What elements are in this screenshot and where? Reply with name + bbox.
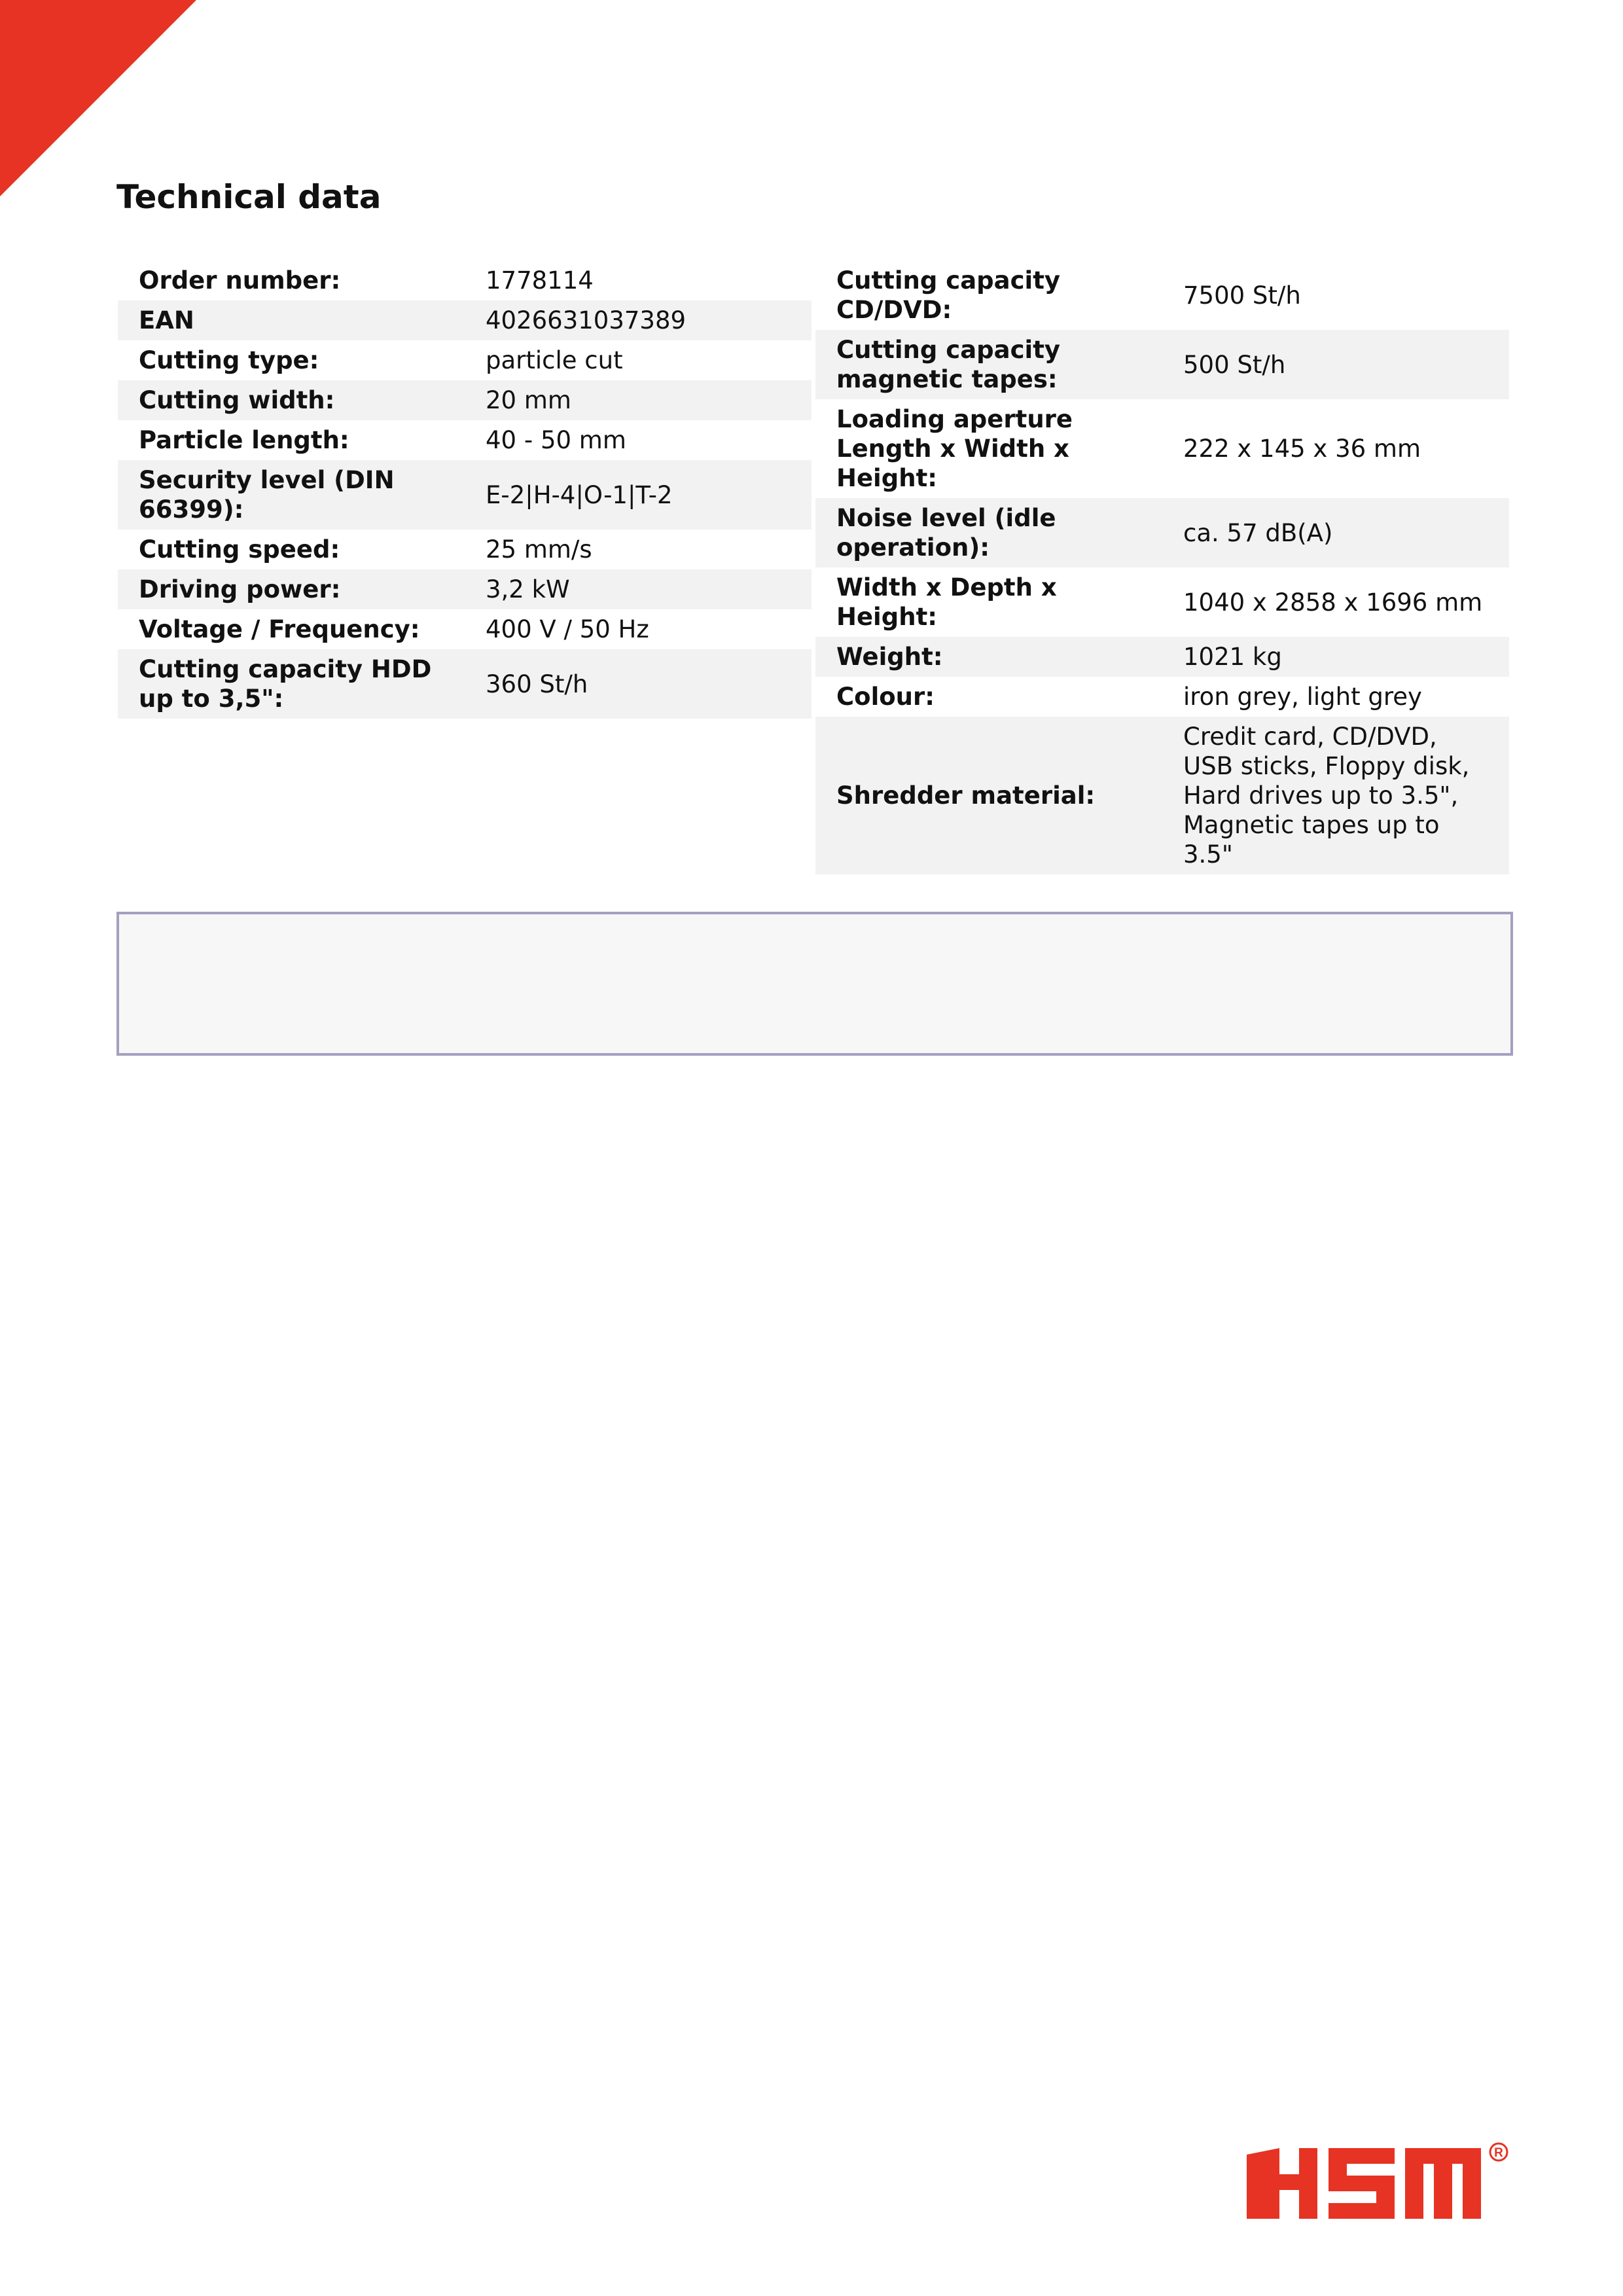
spec-label: Particle length: <box>139 426 349 454</box>
spec-row <box>118 340 812 380</box>
spec-table-right <box>815 260 1509 874</box>
hsm-logo <box>1240 2134 1515 2232</box>
spec-label: Security level (DIN 66399): <box>118 460 465 529</box>
spec-row <box>118 420 812 460</box>
spec-value: 7500 St/h <box>1183 281 1301 310</box>
spec-value: 222 x 145 x 36 mm <box>1183 435 1421 463</box>
spec-row <box>815 637 1509 677</box>
spec-value: 25 mm/s <box>486 535 592 564</box>
spec-row <box>815 330 1509 399</box>
spec-value: 1778114 <box>486 266 594 295</box>
spec-label: Weight: <box>815 637 1162 677</box>
spec-value: iron grey, light grey <box>1183 683 1422 711</box>
spec-row <box>118 649 812 719</box>
spec-value: 1040 x 2858 x 1696 mm <box>1183 588 1483 617</box>
spec-value: 20 mm <box>465 380 812 420</box>
spec-row <box>118 380 812 420</box>
spec-value: 40 - 50 mm <box>486 426 626 454</box>
page-title: Technical data <box>116 178 382 216</box>
spec-label: Colour: <box>836 683 935 711</box>
spec-value: ca. 57 dB(A) <box>1162 498 1509 567</box>
spec-label: Cutting type: <box>139 346 319 374</box>
spec-table-left <box>118 260 812 719</box>
spec-label: Width x Depth x Height: <box>836 573 1057 631</box>
spec-value: particle cut <box>486 346 623 374</box>
svg-text:R: R <box>1494 2146 1503 2160</box>
spec-row <box>815 498 1509 567</box>
spec-label: Cutting capacity HDD up to 3,5": <box>118 649 465 719</box>
spec-label: Noise level (idle operation): <box>815 498 1162 567</box>
spec-label: Cutting capacity magnetic tapes: <box>815 330 1162 399</box>
spec-row <box>118 609 812 649</box>
spec-value: 400 V / 50 Hz <box>486 615 649 643</box>
spec-label: Cutting width: <box>118 380 465 420</box>
spec-label: Cutting speed: <box>139 535 340 564</box>
spec-row <box>118 260 812 300</box>
spec-value: 500 St/h <box>1162 330 1509 399</box>
spec-value: Credit card, CD/DVD, USB sticks, Floppy disk, Hard drives up to 3.5", Magnetic tapes up to 3.5" <box>1162 717 1509 874</box>
spec-value: 3,2 kW <box>465 569 812 609</box>
spec-row <box>815 260 1509 330</box>
spec-label: EAN <box>118 300 465 340</box>
spec-value: 360 St/h <box>465 649 812 719</box>
spec-row <box>118 529 812 569</box>
corner-accent <box>0 0 196 196</box>
spec-label: Order number: <box>139 266 341 295</box>
spec-label: Shredder material: <box>815 717 1162 874</box>
spec-label: Driving power: <box>118 569 465 609</box>
spec-label: Voltage / Frequency: <box>139 615 420 643</box>
spec-row <box>815 399 1509 498</box>
spec-label: Cutting capacity CD/DVD: <box>836 266 1061 324</box>
spec-value: E-2|H-4|O-1|T-2 <box>465 460 812 529</box>
spec-value: 1021 kg <box>1162 637 1509 677</box>
spec-row <box>815 567 1509 637</box>
spec-row <box>118 460 812 529</box>
spec-row <box>815 677 1509 717</box>
empty-note-box <box>116 912 1513 1056</box>
spec-row <box>118 569 812 609</box>
spec-row <box>118 300 812 340</box>
spec-label: Loading aperture Length x Width x Height: <box>836 405 1073 492</box>
spec-row <box>815 717 1509 874</box>
spec-value: 4026631037389 <box>465 300 812 340</box>
